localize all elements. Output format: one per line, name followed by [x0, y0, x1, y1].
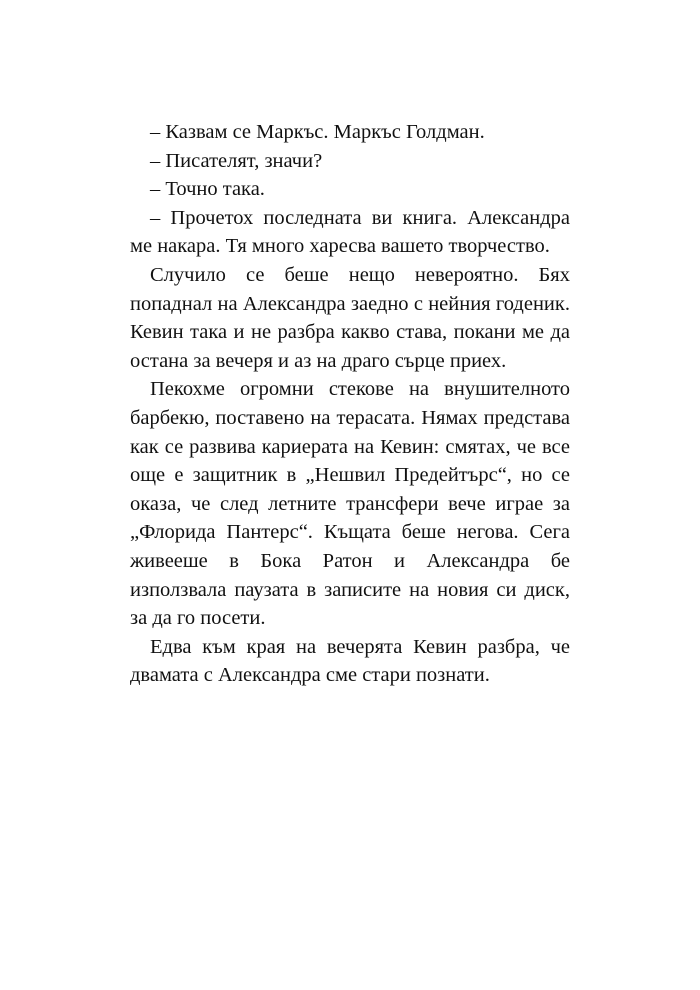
book-page-text	[130, 118, 570, 690]
dialogue-line: – Писателят, значи?	[150, 149, 323, 172]
dialogue-line: – Точно така.	[150, 178, 265, 201]
paragraph: Случило се беше нещо невероятно. Бях попаднал на Александра заедно с нейния годеник. Кевин така и не разбра какво става, покани ме да остана за вечеря и аз на драго сърце приех.	[130, 263, 570, 372]
dialogue-line: – Прочетох последната ви книга. Александра ме накара. Тя много харесва вашето творчество.	[130, 206, 570, 258]
paragraph: Пекохме огромни стекове на внушителното барбекю, поставено на терасата. Нямах представа как се развива кариерата на Кевин: смятах, че все още е защитник в „Нешвил Предейтърс“, но се оказа, че след летните трансфери вече играе за „Флорида Пантерс“. Къщата беше негова. Сега живееше в Бока Ратон и Александра бе използвала паузата в записите на новия си диск, за да го посети.	[130, 378, 570, 630]
dialogue-line: – Казвам се Маркъс. Маркъс Голдман.	[150, 121, 485, 143]
paragraph: Едва към края на вечерята Кевин разбра, че двамата с Александра сме стари познати.	[130, 635, 570, 687]
